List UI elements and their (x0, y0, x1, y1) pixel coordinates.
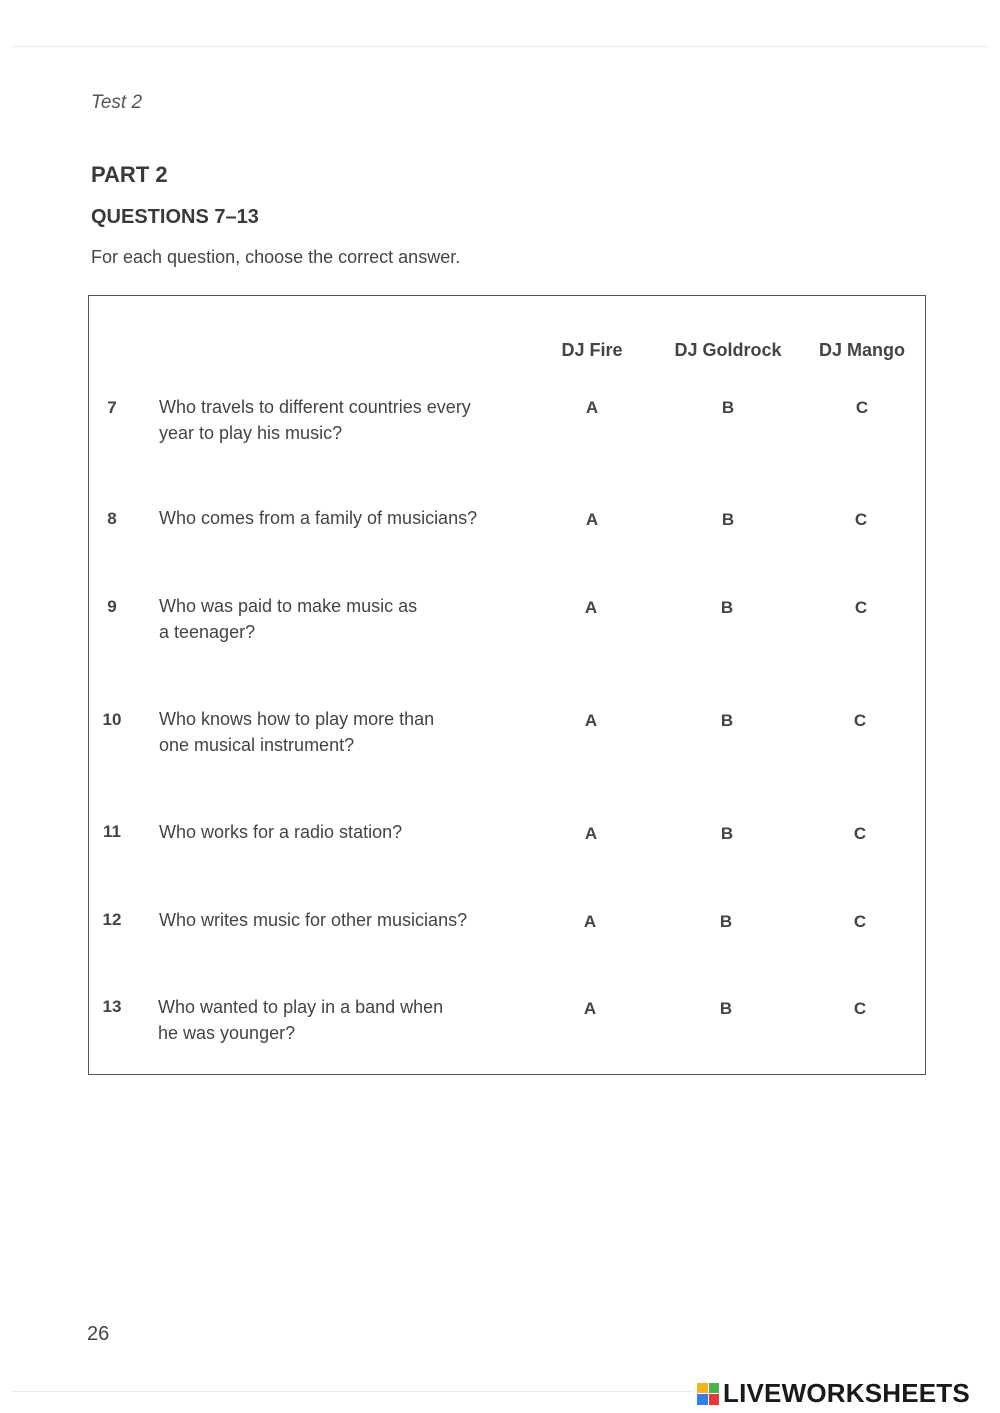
option-a[interactable]: A (583, 999, 597, 1018)
question-number: 11 (103, 822, 121, 841)
top-rule (12, 46, 988, 47)
logo-square-blue (697, 1394, 708, 1405)
liveworksheets-wordmark: LIVEWORKSHEETS (723, 1378, 970, 1408)
question-text (159, 706, 529, 758)
instruction-text: For each question, choose the correct answer. (91, 247, 461, 267)
question-text (158, 994, 528, 1046)
part-title: PART 2 (91, 162, 168, 187)
question-text (159, 505, 529, 531)
option-c[interactable]: C (853, 824, 867, 843)
bottom-rule (12, 1391, 692, 1392)
option-a[interactable]: A (585, 510, 599, 529)
question-number: 9 (107, 597, 117, 616)
question-text-line: one musical instrument? (159, 735, 355, 755)
page-number: 26 (87, 1323, 110, 1345)
option-c[interactable]: C (853, 999, 867, 1018)
question-number: 7 (107, 398, 117, 417)
liveworksheets-logo-icon (697, 1383, 719, 1405)
option-c[interactable]: C (854, 598, 868, 617)
option-b[interactable]: B (721, 398, 735, 417)
questions-title: QUESTIONS 7–13 (91, 206, 259, 228)
question-text-line: year to play his music? (159, 423, 343, 443)
liveworksheets-brand[interactable] (697, 1378, 970, 1409)
option-a[interactable]: A (585, 398, 599, 417)
option-a[interactable]: A (584, 711, 598, 730)
option-b[interactable]: B (719, 999, 733, 1018)
option-b[interactable]: B (719, 912, 733, 931)
question-number: 13 (102, 997, 122, 1016)
question-number: 12 (102, 910, 122, 929)
question-text-line: Who comes from a family of musicians? (159, 508, 478, 528)
question-text-line: Who wanted to play in a band when (158, 997, 444, 1017)
question-text-line: Who travels to different countries every (159, 397, 471, 417)
logo-square-red (709, 1394, 720, 1405)
question-text (159, 907, 529, 933)
question-text (159, 819, 529, 845)
option-c[interactable]: C (853, 912, 867, 931)
option-b[interactable]: B (721, 510, 735, 529)
question-text-line: Who was paid to make music as (159, 596, 418, 616)
logo-square-yellow (697, 1383, 708, 1394)
question-text (159, 394, 529, 446)
option-c[interactable]: C (855, 398, 869, 417)
option-a[interactable]: A (583, 912, 597, 931)
question-text-line: Who knows how to play more than (159, 709, 435, 729)
question-text (159, 593, 529, 645)
question-text-line: Who writes music for other musicians? (159, 910, 468, 930)
logo-square-green (709, 1383, 720, 1394)
option-c[interactable]: C (854, 510, 868, 529)
column-header-dj-fire: DJ Fire (561, 340, 623, 360)
question-text-line: Who works for a radio station? (159, 822, 403, 842)
question-text-line: he was younger? (158, 1023, 296, 1043)
test-label: Test 2 (91, 92, 143, 113)
option-b[interactable]: B (720, 598, 734, 617)
option-c[interactable]: C (853, 711, 867, 730)
column-header-dj-mango: DJ Mango (818, 340, 905, 360)
option-a[interactable]: A (584, 824, 598, 843)
question-number: 8 (107, 509, 117, 528)
option-a[interactable]: A (584, 598, 598, 617)
question-number: 10 (102, 710, 122, 729)
option-b[interactable]: B (720, 824, 734, 843)
column-header-dj-goldrock: DJ Goldrock (674, 340, 782, 360)
option-b[interactable]: B (720, 711, 734, 730)
question-text-line: a teenager? (159, 622, 256, 642)
